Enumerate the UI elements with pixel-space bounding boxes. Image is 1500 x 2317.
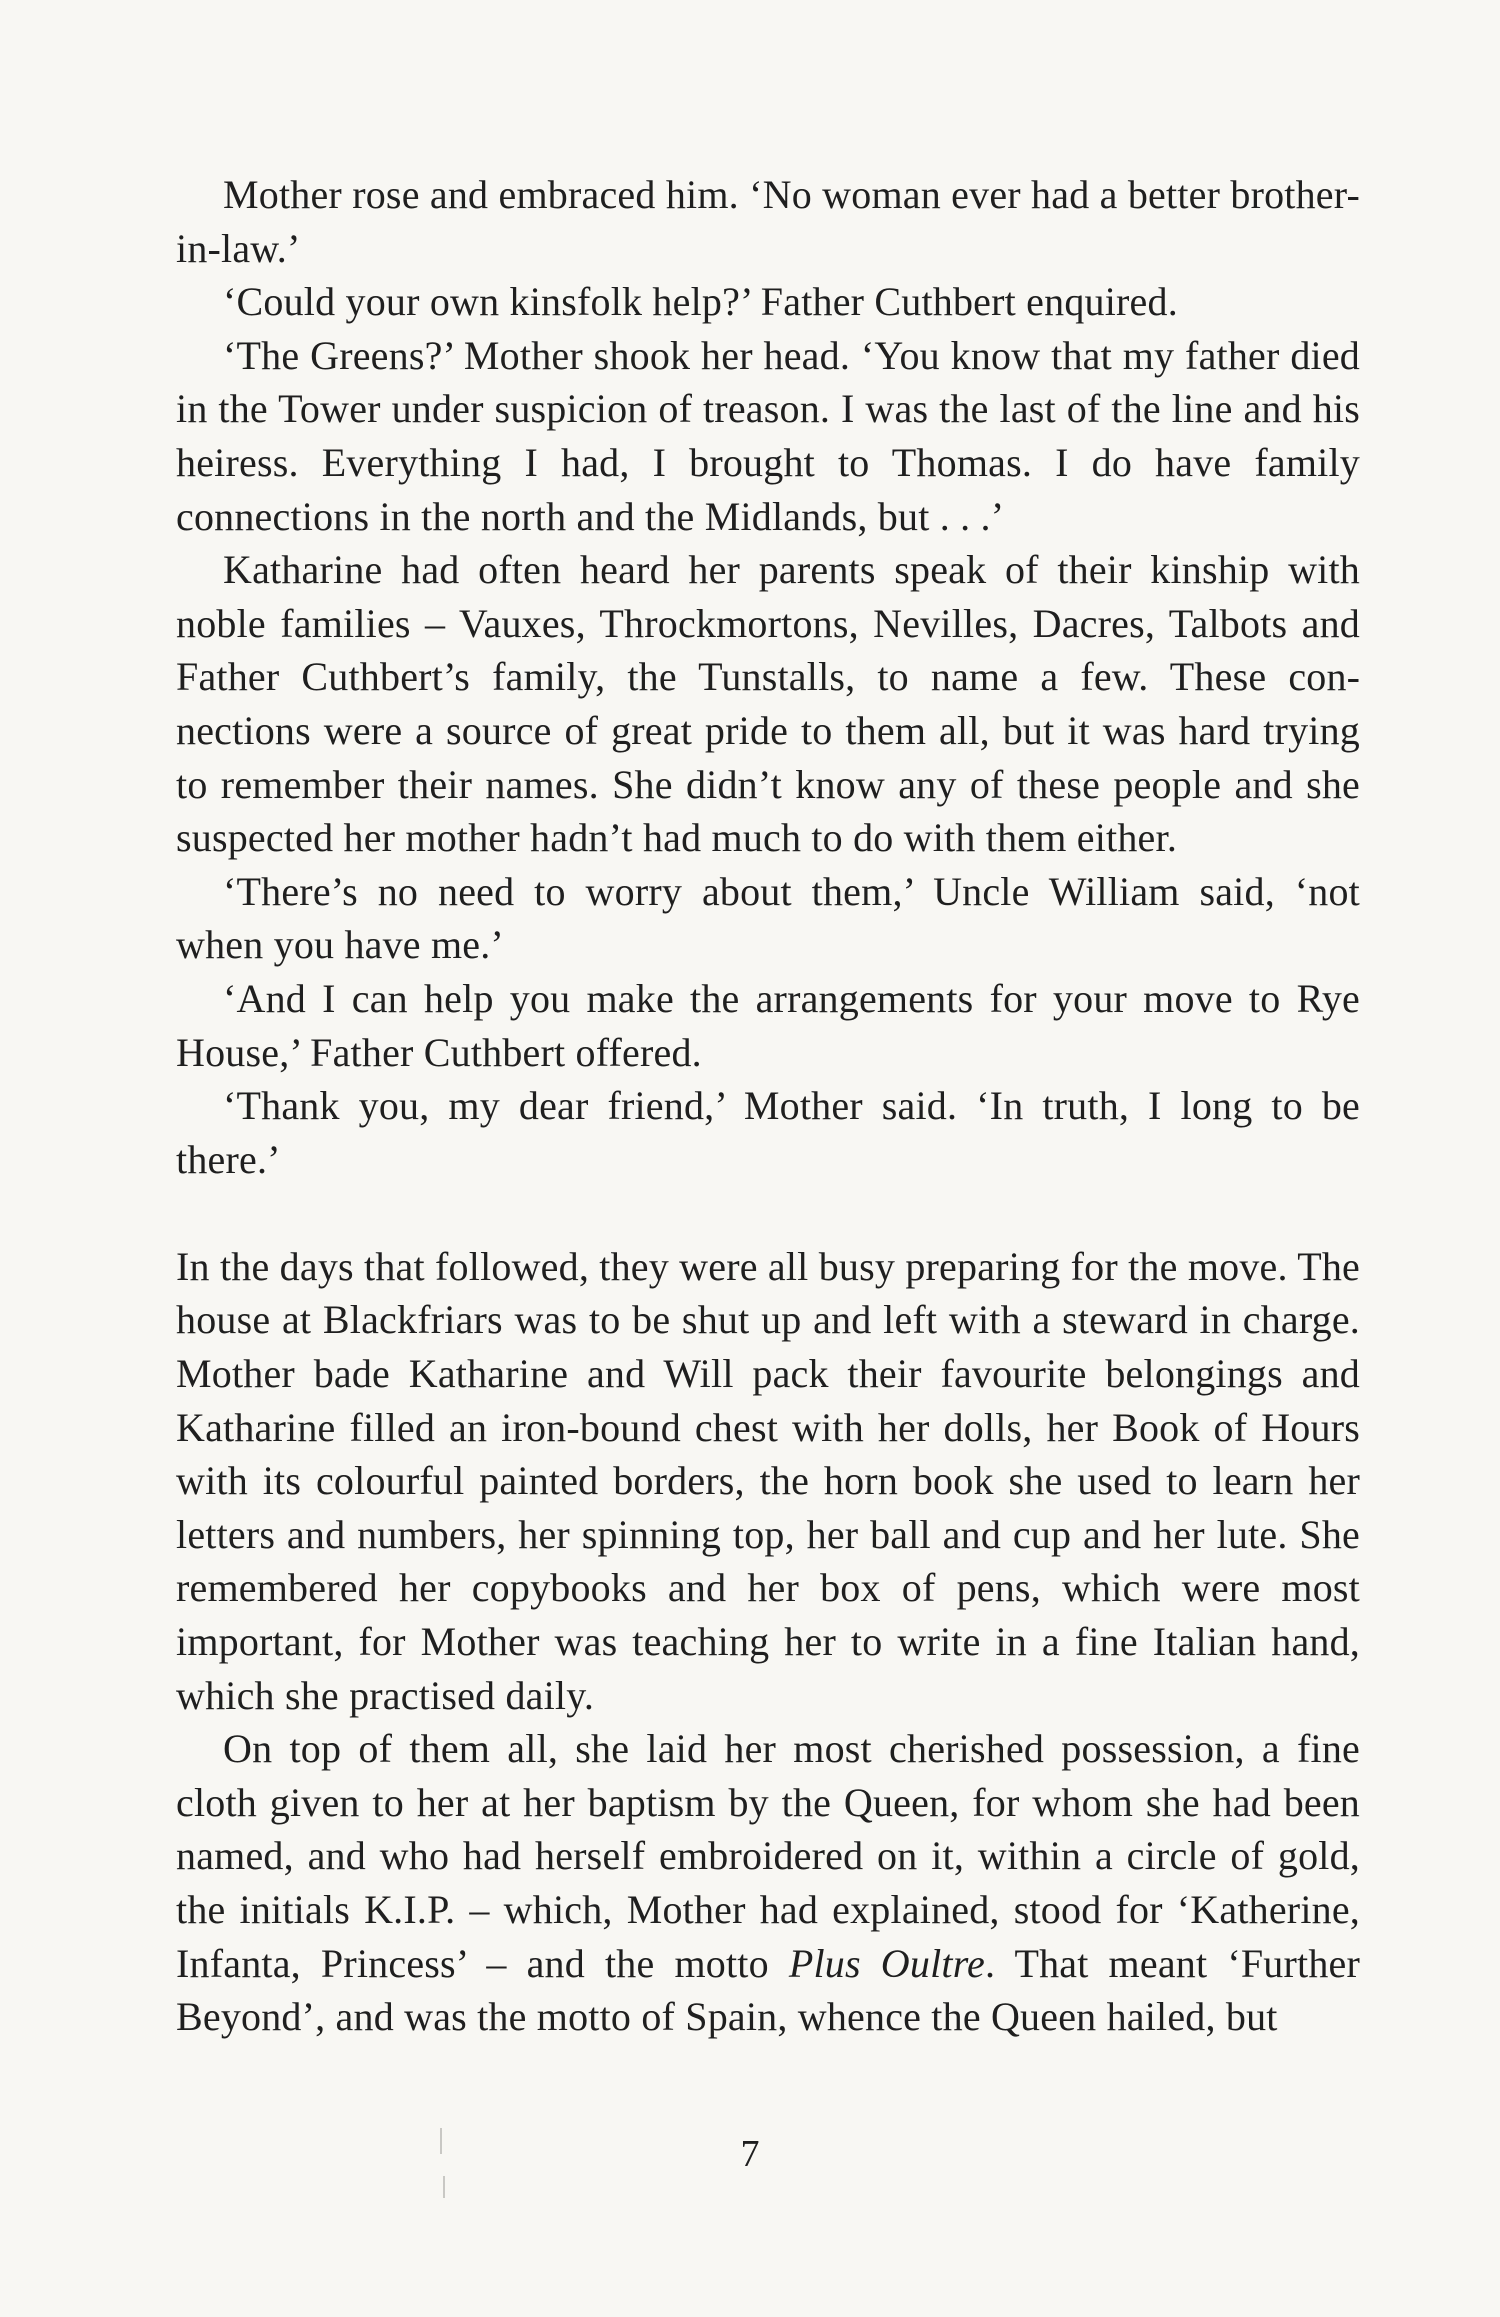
motto-italic: Plus Oultre [788,1940,985,1986]
paragraph: ‘And I can help you make the arrangements for your move to Rye House,’ Father Cuthbert offered. [176,975,1360,1075]
scan-mark [443,2176,445,2198]
paragraph: ‘The Greens?’ Mother shook her head. ‘You know that my father died in the Tower under suspicion of treason. I was the last of the line and his heiress. Everything I had, I brought to Thomas. I do have family connections in the north and the Midlands, but . . .’ [176,332,1360,539]
paragraph-text: . That meant ‘Further Beyond’, and was the motto of Spain, whence the Queen hailed, but [176,1940,1360,2040]
paragraph: Mother rose and embraced him. ‘No woman ever had a better brother-in-law.’ [176,172,1360,271]
body-text [176,168,1360,2044]
page-number: 7 [740,2133,760,2175]
paragraph: ‘Could your own kinsfolk help?’ Father Cuthbert enquired. [223,279,1178,325]
paragraph: ‘Thank you, my dear friend,’ Mother said. ‘In truth, I long to be there.’ [176,1083,1360,1182]
section-break [176,1186,1360,1240]
paragraph: In the days that followed, they were all busy preparing for the move. The house at Blackfriars was to be shut up and left with a steward in charge. Mother bade Katharine and Will pack their favourite belongings and Katharine filled an iron-bound chest with her dolls, her Book of Hours with its colourful painted borders, the horn book she used to learn her letters and numbers, her spinning top, her ball and cup and her lute. She remembered her copybooks and her box of pens, which were most important, for Mother was teaching her to write in a fine Italian hand, which she practised daily. [176,1243,1360,1718]
paragraph: Katharine had often heard her parents speak of their kinship with noble families – Vauxes, Throckmortons, Nevilles, Dacres, Talbots and Father Cuthbert’s family, the Tunstalls, to name a few. These connections were a source of great pride to them all, but it was hard trying to remember their names. She didn’t know any of these people and she suspected her mother hadn’t had much to do with them either. [176,547,1360,861]
paragraph: ‘There’s no need to worry about them,’ Uncle William said, ‘not when you have me.’ [176,868,1360,968]
paragraph-text: On top of them all, she laid her most cherished possession, a fine cloth given to her at her baptism by the Queen, for whom she had been named, and who had herself embroidered on it, within a circle of gold, the initials K.I.P. – which, Mother had explained, stood for ‘Katherine, Infanta, Princess’ – and the motto [176,1726,1360,1986]
paragraph [176,1722,1360,2044]
